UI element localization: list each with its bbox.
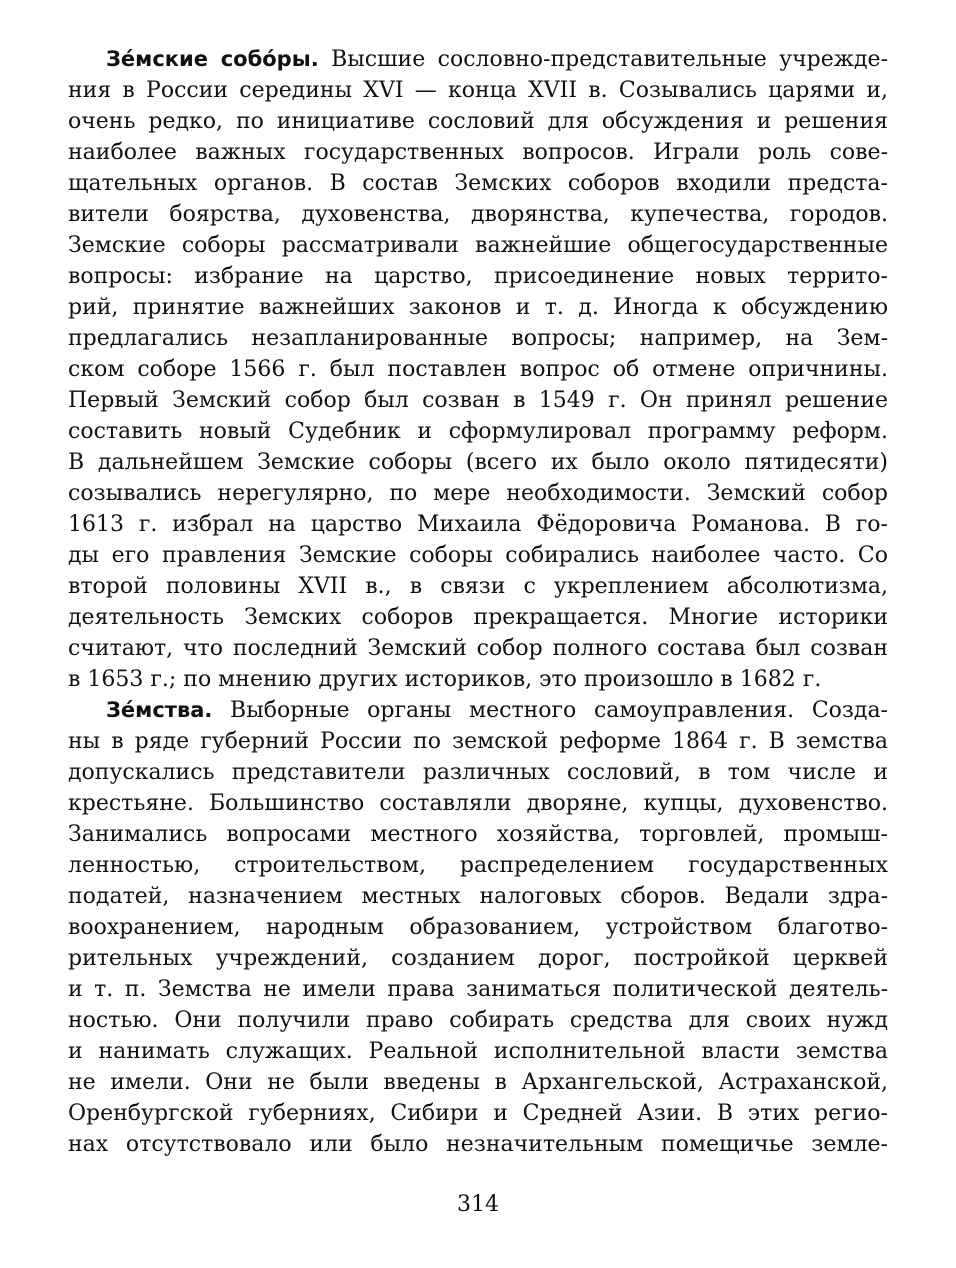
text-line: Первый Земский собор был созван в 1549 г. Он принял решение — [68, 388, 888, 413]
text-line: деятельность Земских соборов прекращается. Многие историки — [68, 605, 888, 630]
entry-term: Зе́мства. — [106, 698, 213, 722]
text-line: вопросы: избрание на царство, присоединение новых террито- — [68, 264, 888, 289]
text-line: Зе́мские собо́ры. Высшие сословно-представительные учрежде- — [106, 47, 888, 72]
text-line: составить новый Судебник и сформулировал программу реформ. — [68, 419, 888, 444]
text-line: ды его правления Земские соборы собирались наиболее часто. Со — [68, 543, 888, 568]
text-line: рительных учреждений, созданием дорог, постройкой церквей — [68, 946, 888, 971]
text-line: предлагались незапланированные вопросы; например, на Зем- — [68, 326, 888, 351]
entry-zemskie-sobory — [68, 44, 888, 695]
text-line: и т. п. Земства не имели права заниматься политической деятель- — [68, 977, 888, 1002]
text-line: второй половины XVII в., в связи с укреплением абсолютизма, — [68, 574, 888, 599]
text-line: ны в ряде губерний России по земской реформе 1864 г. В земства — [68, 729, 888, 754]
text-line: Оренбургской губерниях, Сибири и Средней Азии. В этих регио- — [68, 1101, 888, 1126]
text-line: допускались представители различных сословий, в том числе и — [68, 760, 888, 785]
entry-term: Зе́мские собо́ры. — [106, 47, 319, 71]
text-line: 1613 г. избрал на царство Михаила Фёдоровича Романова. В го- — [68, 512, 888, 537]
text-line: Земские соборы рассматривали важнейшие общегосударственные — [68, 233, 888, 258]
text-line: щательных органов. В состав Земских соборов входили предста- — [68, 171, 888, 196]
text-line: и нанимать служащих. Реальной исполнительной власти земства — [68, 1039, 888, 1064]
text-line: Зе́мства. Выборные органы местного самоуправления. Созда- — [106, 698, 888, 723]
text-line: в 1653 г.; по мнению других историков, это произошло в 1682 г. — [68, 667, 822, 692]
text-line: созывались нерегулярно, по мере необходимости. Земский собор — [68, 481, 888, 506]
text-line: нах отсутствовало или было незначительным помещичье земле- — [68, 1132, 888, 1157]
text-line: ском соборе 1566 г. был поставлен вопрос об отмене опричнины. — [68, 357, 888, 382]
text-line: наиболее важных государственных вопросов. Играли роль сове- — [68, 140, 888, 165]
text-line: В дальнейшем Земские соборы (всего их было около пятидесяти) — [68, 450, 888, 475]
text-line: ностью. Они получили право собирать средства для своих нужд — [68, 1008, 888, 1033]
text-line: крестьяне. Большинство составляли дворяне, купцы, духовенство. — [68, 791, 888, 816]
text-line: ленностью, строительством, распределением государственных — [68, 853, 888, 878]
text-line: очень редко, по инициативе сословий для обсуждения и решения — [68, 109, 888, 134]
page-number: 314 — [457, 1192, 499, 1217]
text-line: рий, принятие важнейших законов и т. д. Иногда к обсуждению — [68, 295, 888, 320]
entry-zemstva — [68, 695, 888, 1160]
text-line: воохранением, народным образованием, устройством благотво- — [68, 915, 888, 940]
text-line: Занимались вопросами местного хозяйства, торговлей, промыш- — [68, 822, 888, 847]
text-line: считают, что последний Земский собор полного состава был созван — [68, 636, 888, 661]
text-line: не имели. Они не были введены в Архангельской, Астраханской, — [68, 1070, 888, 1095]
text-line: ния в России середины XVI — конца XVII в. Созывались царями и, — [68, 78, 888, 103]
text-line: вители боярства, духовенства, дворянства, купечества, городов. — [68, 202, 888, 227]
page-body — [68, 44, 888, 1160]
text-line: податей, назначением местных налоговых сборов. Ведали здра- — [68, 884, 888, 909]
